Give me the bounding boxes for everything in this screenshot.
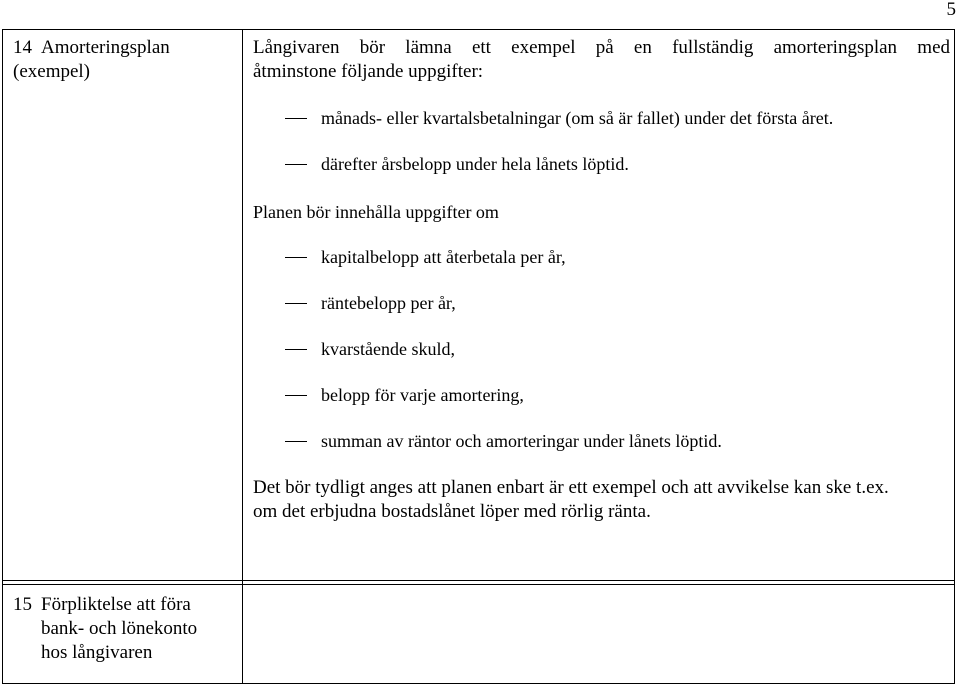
dash-bullet — [285, 441, 307, 442]
dash-bullet — [285, 257, 307, 258]
dash-bullet — [285, 303, 307, 304]
row-14-heading — [13, 36, 233, 84]
closing-line1: Det bör tydligt anges att planen enbart är ett exempel och att avvikelse kan ske t.ex. — [253, 477, 889, 498]
row-15-number: 15 — [13, 594, 32, 615]
list-item-text: summan av räntor och amorteringar under lånets löptid. — [321, 431, 722, 451]
row-15-title-line3: hos långivaren — [41, 642, 153, 663]
list-item-text: kvarstående skuld, — [321, 339, 455, 359]
intro-line2: åtminstone följande uppgifter: — [253, 61, 484, 82]
plan-intro: Planen bör innehålla uppgifter om — [253, 202, 499, 222]
list-item-text: belopp för varje amortering, — [321, 385, 524, 405]
row-divider — [3, 580, 954, 581]
closing-line2: om det erbjudna bostadslånet löper med rörlig ränta. — [253, 501, 651, 522]
closing-paragraph — [253, 476, 950, 524]
list-item-text: räntebelopp per år, — [321, 293, 456, 313]
column-divider — [242, 30, 243, 683]
row-15-title-line2: bank- och lönekonto — [41, 618, 198, 639]
row-14-title-line2: (exempel) — [13, 61, 91, 82]
list-item-text: kapitalbelopp att återbetala per år, — [321, 247, 566, 267]
intro-line1: Långivaren bör lämna ett exempel på en fullständig amorteringsplan med — [253, 37, 950, 58]
dash-bullet — [285, 164, 307, 165]
table — [2, 29, 955, 684]
intro-paragraph — [253, 36, 950, 84]
dash-bullet — [285, 118, 307, 119]
row-15-title-line1: Förpliktelse att föra — [41, 594, 191, 615]
row-14-number: 14 — [13, 37, 32, 58]
list-item-text: månads- eller kvartalsbetalningar (om så är fallet) under det första året. — [321, 108, 834, 128]
row-14-title-line1: Amorteringsplan — [41, 37, 170, 58]
dash-bullet — [285, 395, 307, 396]
row-15-heading — [13, 593, 233, 665]
row-divider-double — [3, 584, 954, 585]
dash-bullet — [285, 349, 307, 350]
page-number: 5 — [946, 0, 956, 20]
list-item-text: därefter årsbelopp under hela lånets löptid. — [321, 154, 629, 174]
